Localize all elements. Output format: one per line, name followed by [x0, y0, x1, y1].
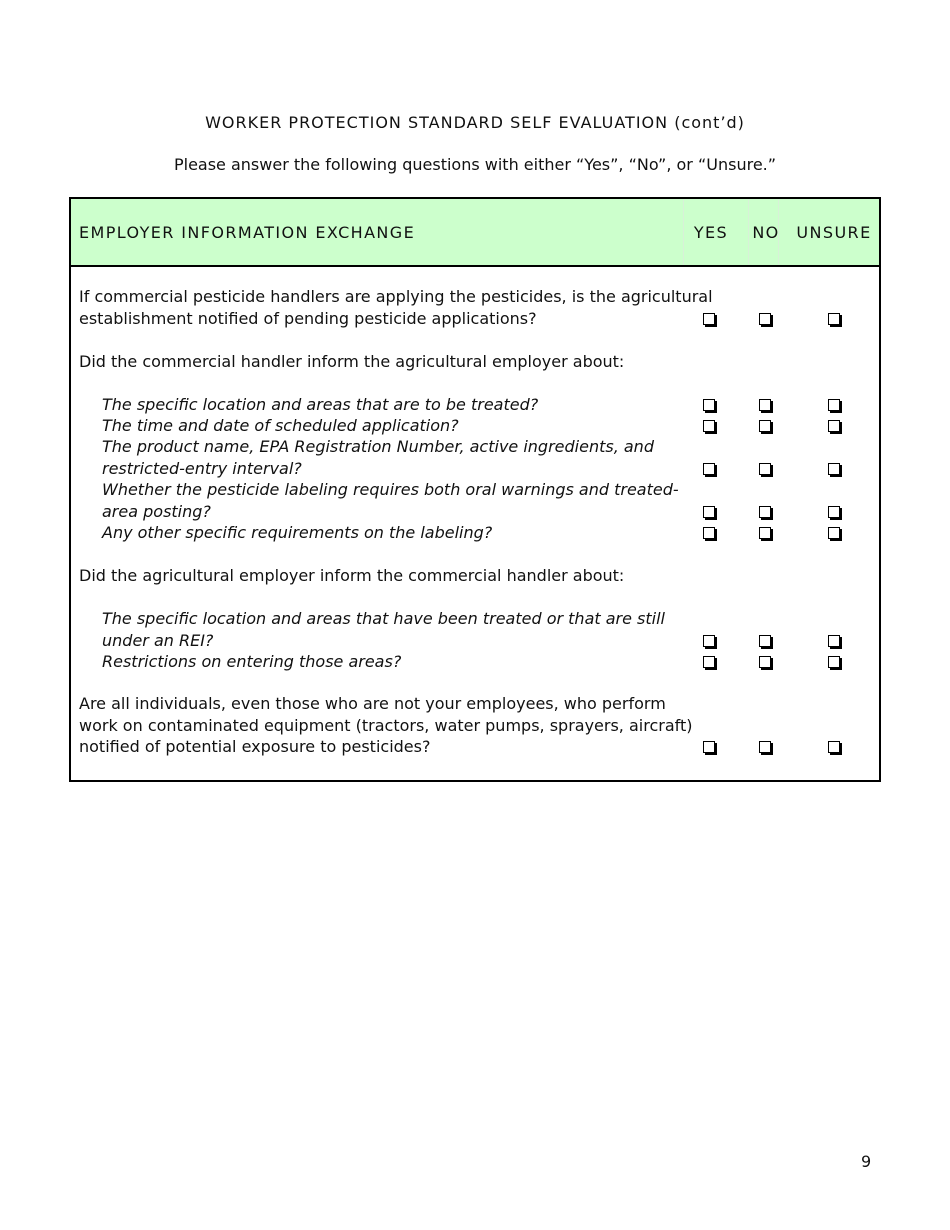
question-text-line: Whether the pesticide labeling requires both oral warnings and treated-: [102, 480, 679, 499]
question-text-line: Are all individuals, even those who are not your employees, who perform: [79, 694, 666, 713]
evaluation-table: [69, 197, 881, 782]
yes-checkbox[interactable]: [703, 635, 715, 647]
no-checkbox[interactable]: [759, 420, 771, 432]
question-text-line: Restrictions on entering those areas?: [102, 652, 402, 671]
no-checkbox[interactable]: [759, 656, 771, 668]
unsure-checkbox[interactable]: [828, 527, 840, 539]
yes-checkbox[interactable]: [703, 399, 715, 411]
unsure-checkbox[interactable]: [828, 506, 840, 518]
no-checkbox[interactable]: [759, 313, 771, 325]
column-divider: [748, 199, 749, 265]
question-text-line: Any other specific requirements on the labeling?: [102, 523, 493, 542]
no-checkbox[interactable]: [759, 399, 771, 411]
question-text-line: The product name, EPA Registration Number, active ingredients, and: [102, 437, 654, 456]
question-text-line: restricted-entry interval?: [102, 458, 302, 478]
unsure-checkbox[interactable]: [828, 313, 840, 325]
unsure-checkbox[interactable]: [828, 420, 840, 432]
question-text-line: The specific location and areas that are to be treated?: [102, 395, 539, 414]
yes-checkbox[interactable]: [703, 506, 715, 518]
question-text-line: The time and date of scheduled application?: [102, 416, 459, 435]
yes-checkbox[interactable]: [703, 463, 715, 475]
question-text-line: notified of potential exposure to pesticides?: [79, 737, 431, 756]
yes-checkbox[interactable]: [703, 420, 715, 432]
no-checkbox[interactable]: [759, 463, 771, 475]
no-checkbox[interactable]: [759, 741, 771, 753]
table-header: [71, 199, 879, 267]
question-text-line: The specific location and areas that have been treated or that are still: [102, 609, 665, 628]
question-text-line: establishment notified of pending pesticide applications?: [79, 308, 537, 328]
question-text-line: Did the commercial handler inform the agricultural employer about:: [79, 352, 625, 371]
section-title: EMPLOYER INFORMATION EXCHANGE: [79, 223, 416, 242]
yes-checkbox[interactable]: [703, 656, 715, 668]
unsure-checkbox[interactable]: [828, 656, 840, 668]
unsure-checkbox[interactable]: [828, 635, 840, 647]
yes-checkbox[interactable]: [703, 313, 715, 325]
column-header-no: NO: [752, 223, 780, 242]
column-divider: [683, 199, 684, 265]
no-checkbox[interactable]: [759, 527, 771, 539]
page-title: WORKER PROTECTION STANDARD SELF EVALUATION (cont’d): [205, 113, 745, 132]
question-text-line: If commercial pesticide handlers are applying the pesticides, is the agricultural: [79, 287, 713, 306]
question-text-line: Did the agricultural employer inform the commercial handler about:: [79, 566, 625, 585]
unsure-checkbox[interactable]: [828, 399, 840, 411]
column-header-yes: YES: [693, 223, 729, 242]
unsure-checkbox[interactable]: [828, 741, 840, 753]
yes-checkbox[interactable]: [703, 741, 715, 753]
yes-checkbox[interactable]: [703, 527, 715, 539]
column-header-unsure: UNSURE: [796, 223, 872, 242]
question-text-line: area posting?: [102, 501, 211, 521]
page-number: 9: [861, 1152, 872, 1171]
question-text-line: work on contaminated equipment (tractors, water pumps, sprayers, aircraft): [79, 715, 693, 735]
instructions-text: Please answer the following questions with either “Yes”, “No”, or “Unsure.”: [173, 155, 777, 174]
no-checkbox[interactable]: [759, 506, 771, 518]
question-text-line: under an REI?: [102, 630, 214, 650]
no-checkbox[interactable]: [759, 635, 771, 647]
unsure-checkbox[interactable]: [828, 463, 840, 475]
